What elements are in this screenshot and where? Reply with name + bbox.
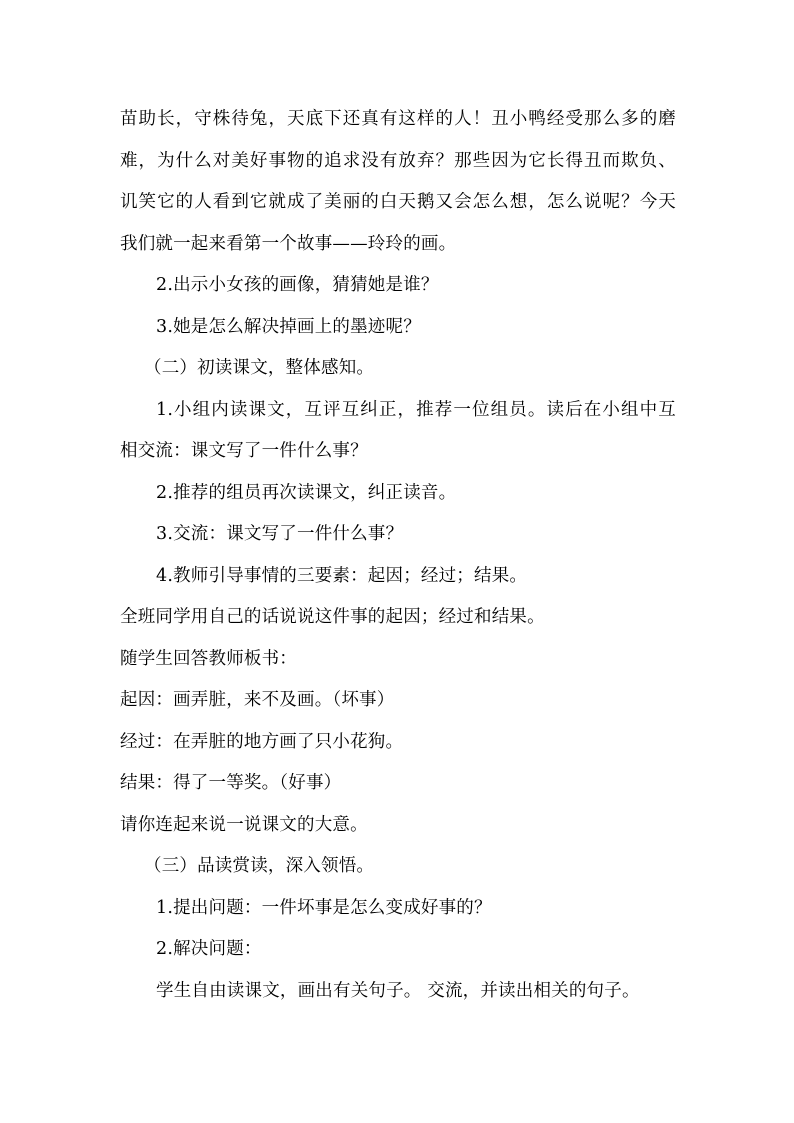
board-result: 结果：得了一等奖。（好事） <box>120 773 342 793</box>
paragraph-line-2: 难，为什么对美好事物的追求没有放弃？那些因为它长得丑而欺负、 <box>120 150 676 171</box>
step-1-pose-question: 1.提出问题：一件坏事是怎么变成好事的？ <box>156 897 492 918</box>
board-process: 经过：在弄脏的地方画了只小花狗。 <box>120 731 404 752</box>
step-1-continuation: 相交流：课文写了一件什么事？ <box>120 441 368 461</box>
section-heading-3: （三）品读赏读，深入领悟。 <box>144 856 375 876</box>
board-cause: 起因：画弄脏，来不及画。（坏事） <box>120 690 395 710</box>
summary-prompt: 请你连起来说一说课文的大意。 <box>120 814 368 835</box>
step-2-reread: 2.推荐的组员再次读课文，纠正读音。 <box>156 482 457 503</box>
step-3-ink-question: 3.她是怎么解决掉画上的墨迹呢？ <box>156 316 421 337</box>
class-retell-line: 全班同学用自己的话说说这件事的起因；经过和结果。 <box>120 607 545 627</box>
student-reading-activity: 学生自由读课文，画出有关句子。 交流，并读出相关的句子。 <box>156 980 640 1001</box>
step-4-three-elements: 4.教师引导事情的三要素：起因；经过；结果。 <box>156 565 528 586</box>
paragraph-line-4: 我们就一起来看第一个故事——玲玲的画。 <box>120 233 457 254</box>
step-2-show-portrait: 2.出示小女孩的画像，猜猜她是谁？ <box>156 275 439 295</box>
step-3-discuss: 3.交流：课文写了一件什么事？ <box>156 524 404 544</box>
board-writing-intro: 随学生回答教师板书： <box>120 648 297 669</box>
section-heading-2: （二）初读课文，整体感知。 <box>144 358 375 378</box>
paragraph-line-3: 讥笑它的人看到它就成了美丽的白天鹅又会怎么想，怎么说呢？今天 <box>120 192 676 212</box>
step-1-group-reading: 1.小组内读课文，互评互纠正，推荐一位组员。读后在小组中互 <box>156 399 676 420</box>
paragraph-line-1: 苗助长，守株待兔，天底下还真有这样的人！丑小鸭经受那么多的磨 <box>120 109 676 129</box>
step-2-solve: 2.解决问题： <box>156 939 262 959</box>
document-body <box>120 104 676 1017</box>
